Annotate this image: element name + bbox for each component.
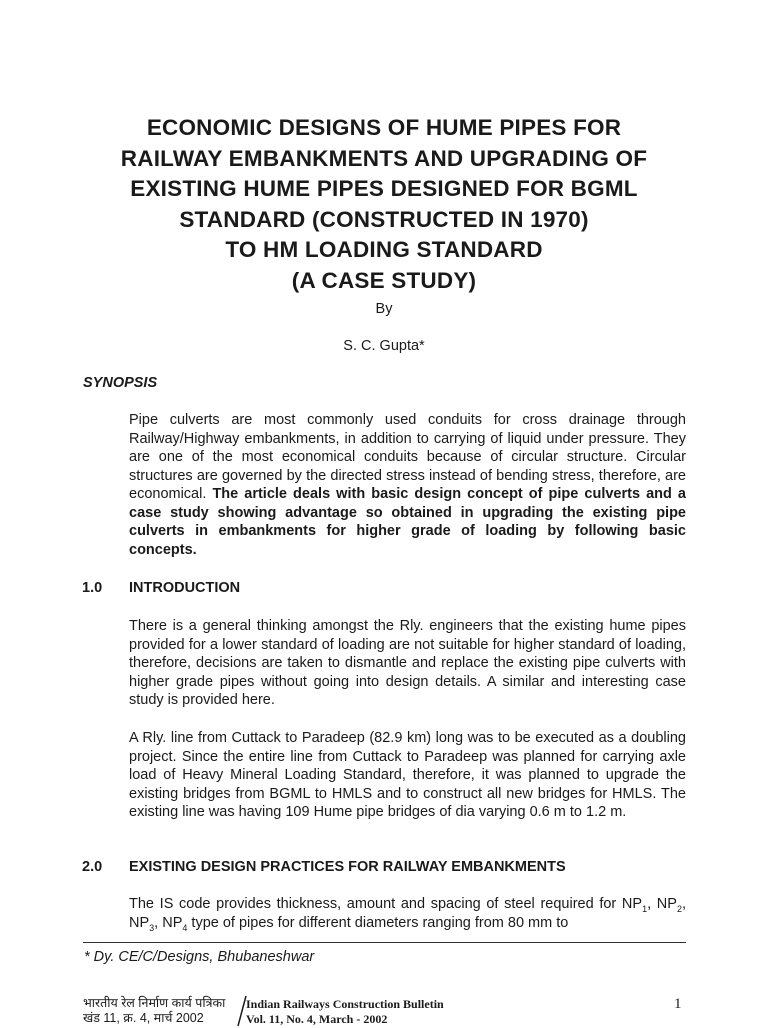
para-text: type of pipes for different diameters ranging from 80 mm to xyxy=(187,914,569,931)
para-text: , NP xyxy=(647,896,677,912)
subscript: 1 xyxy=(642,903,648,914)
synopsis-heading: SYNOPSIS xyxy=(83,375,158,391)
section-heading-introduction xyxy=(82,580,240,596)
footer-hindi xyxy=(83,996,238,1026)
author-name: S. C. Gupta* xyxy=(343,338,425,354)
title-line: TO HM LOADING STANDARD xyxy=(225,237,543,262)
footer-english-issue: Vol. 11, No. 4, March - 2002 xyxy=(246,1012,388,1026)
para-text: The IS code provides thickness, amount and spacing of steel required for NP xyxy=(129,896,643,912)
footer-english xyxy=(246,997,444,1027)
byline-label: By xyxy=(375,301,393,317)
intro-paragraph-2: A Rly. line from Cuttack to Paradeep (82.9 km) long was to be executed as a doubling project. Since the entire line from Cuttack to Paradeep was planned for carrying axle load of Heavy Mineral Loading Standard, therefore, it was planned to upgrade the existing bridges from BGML to HMLS and to construct all new bridges for HMLS. The existing line was having 109 Hume pipe bridges of dia varying 0.6 m to 1.2 m. xyxy=(129,730,686,820)
section-title: EXISTING DESIGN PRACTICES FOR RAILWAY EMBANKMENTS xyxy=(129,859,566,875)
page-number: 1 xyxy=(674,996,682,1012)
title-line: EXISTING HUME PIPES DESIGNED FOR BGML xyxy=(130,176,638,201)
section-number: 1.0 xyxy=(82,580,103,596)
subscript: 4 xyxy=(182,922,188,933)
footer-hindi-title: भारतीय रेल निर्माण कार्य पत्रिका xyxy=(83,996,226,1010)
footer-english-title: Indian Railways Construction Bulletin xyxy=(246,997,444,1011)
para-text: , NP xyxy=(154,914,183,931)
footnote: * Dy. CE/C/Designs, Bhubaneshwar xyxy=(84,949,315,965)
synopsis-bold-text: The article deals with basic design concept of pipe culverts and a case study showing advantage so obtained in upgrading the existing pipe culverts in embankments for higher grade of loading by following basic concepts. xyxy=(129,486,686,558)
footer-hindi-issue: खंड 11, क्र. 4, मार्च 2002 xyxy=(83,1011,204,1025)
section-title: INTRODUCTION xyxy=(129,580,241,596)
synopsis-paragraph xyxy=(129,411,686,559)
section-number: 2.0 xyxy=(82,859,103,875)
existing-design-paragraph xyxy=(129,895,686,932)
title-line: (A CASE STUDY) xyxy=(291,267,477,293)
title-line: STANDARD (CONSTRUCTED IN 1970) xyxy=(179,206,589,232)
section-heading-existing-design xyxy=(82,859,566,875)
footnote-divider xyxy=(83,942,686,943)
subscript: 2 xyxy=(676,903,682,914)
subscript: 3 xyxy=(149,922,155,933)
intro-paragraph-1: There is a general thinking amongst the Rly. engineers that the existing hume pipes provided for a lower standard of loading are not suitable for higher standard of loading, therefore, decisions are taken to dismantle and replace the existing pipe culverts with higher grade pipes without going into design details. A similar and interesting case study is provided here. xyxy=(129,618,686,708)
para-text: , NP xyxy=(129,896,686,931)
title-line: RAILWAY EMBANKMENTS AND UPGRADING OF xyxy=(120,145,648,171)
synopsis-text: Pipe culverts are most commonly used conduits for cross drainage through Railway/Highway embankments, in addition to carrying of liquid under pressure. They are one of the most economical conduits because of circular structure. Circular structures are governed by the directed stress instead of bending stress, therefore, are economical. xyxy=(129,412,686,502)
title-line: ECONOMIC DESIGNS OF HUME PIPES FOR xyxy=(146,115,622,140)
article-title xyxy=(60,113,708,296)
